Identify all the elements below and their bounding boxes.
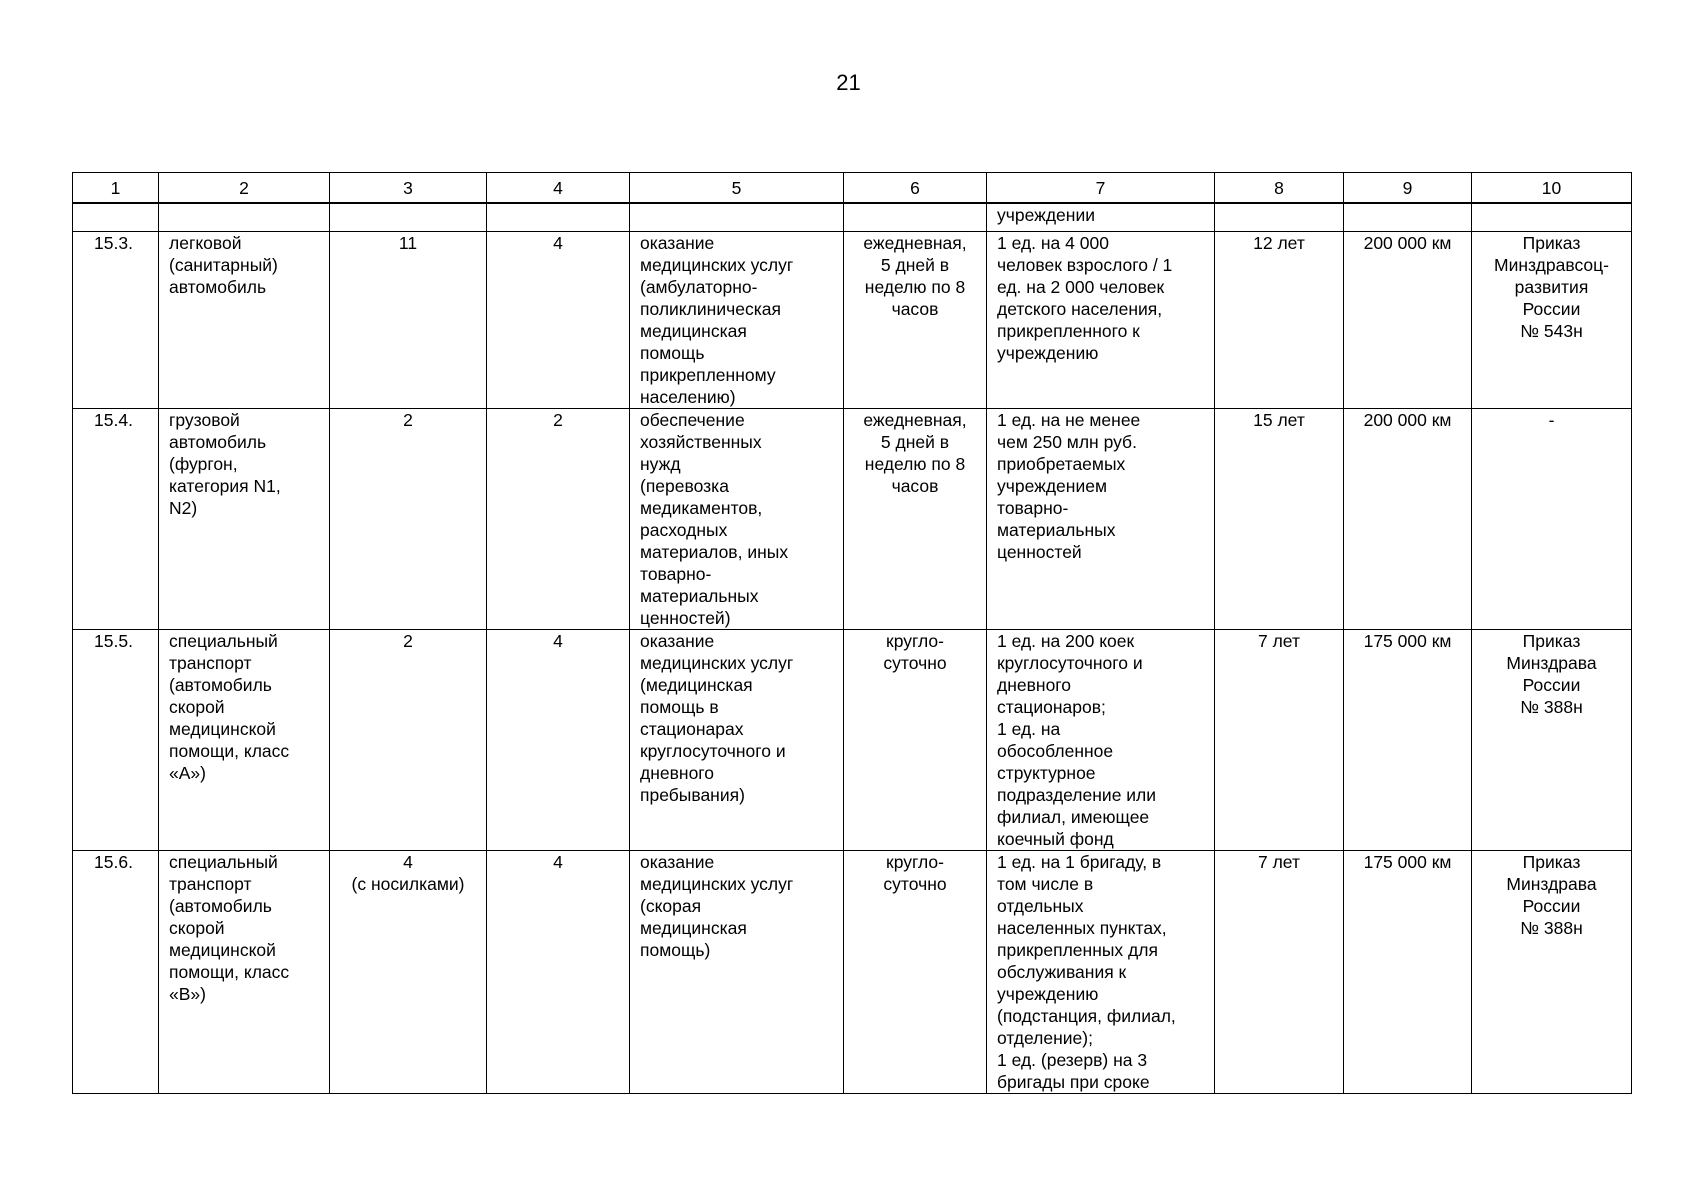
cell-vehicle-type	[159, 203, 330, 232]
cell-norm: 1 ед. на 200 коек круглосуточного и дневного стационаров; 1 ед. на обособленное структурное подразделение или филиал, имеющее коечный фонд	[987, 630, 1215, 851]
cell-seats	[487, 203, 630, 232]
cell-service-life: 15 лет	[1215, 409, 1344, 630]
vehicle-norms-table	[72, 172, 1632, 1094]
cell-seats: 4	[487, 851, 630, 1094]
cell-norm: 1 ед. на не менее чем 250 млн руб. приобретаемых учреждением товарно- материальных ценностей	[987, 409, 1215, 630]
cell-number: 15.3.	[73, 232, 159, 409]
cell-norm: 1 ед. на 4 000 человек взрослого / 1 ед. на 2 000 человек детского населения, прикрепленного к учреждению	[987, 232, 1215, 409]
cell-quantity: 2	[330, 630, 487, 851]
column-header: 10	[1472, 173, 1632, 204]
cell-seats: 4	[487, 630, 630, 851]
cell-reference: -	[1472, 409, 1632, 630]
cell-vehicle-type: грузовой автомобиль (фургон, категория N1, N2)	[159, 409, 330, 630]
page-number: 21	[836, 70, 861, 95]
cell-number: 15.5.	[73, 630, 159, 851]
cell-service-life: 7 лет	[1215, 851, 1344, 1094]
cell-service-life: 12 лет	[1215, 232, 1344, 409]
cell-vehicle-type: легковой (санитарный) автомобиль	[159, 232, 330, 409]
cell-purpose: оказание медицинских услуг (медицинская помощь в стационарах круглосуточного и дневного пребывания)	[630, 630, 844, 851]
table-row	[73, 409, 1632, 630]
column-header: 7	[987, 173, 1215, 204]
cell-mileage: 200 000 км	[1344, 232, 1472, 409]
cell-purpose: оказание медицинских услуг (амбулаторно- поликлиническая медицинская помощь прикрепленному населению)	[630, 232, 844, 409]
cell-seats: 2	[487, 409, 630, 630]
column-header: 4	[487, 173, 630, 204]
table-row	[73, 851, 1632, 1094]
cell-schedule: ежедневная, 5 дней в неделю по 8 часов	[844, 409, 987, 630]
column-header: 5	[630, 173, 844, 204]
cell-number: 15.6.	[73, 851, 159, 1094]
cell-quantity: 4 (с носилками)	[330, 851, 487, 1094]
cell-quantity: 2	[330, 409, 487, 630]
cell-quantity	[330, 203, 487, 232]
cell-mileage: 200 000 км	[1344, 409, 1472, 630]
cell-reference: Приказ Минздравсоц- развития России № 543н	[1472, 232, 1632, 409]
cell-schedule: кругло- суточно	[844, 630, 987, 851]
cell-reference: Приказ Минздрава России № 388н	[1472, 851, 1632, 1094]
cell-schedule	[844, 203, 987, 232]
column-header: 6	[844, 173, 987, 204]
column-header: 2	[159, 173, 330, 204]
cell-mileage: 175 000 км	[1344, 851, 1472, 1094]
column-header: 9	[1344, 173, 1472, 204]
cell-seats: 4	[487, 232, 630, 409]
table-row	[73, 203, 1632, 232]
cell-norm: 1 ед. на 1 бригаду, в том числе в отдельных населенных пунктах, прикрепленных для обслуживания к учреждению (подстанция, филиал, отделение); 1 ед. (резерв) на 3 бригады при сроке	[987, 851, 1215, 1094]
column-header: 1	[73, 173, 159, 204]
cell-norm: учреждении	[987, 203, 1215, 232]
cell-schedule: ежедневная, 5 дней в неделю по 8 часов	[844, 232, 987, 409]
column-header: 8	[1215, 173, 1344, 204]
cell-reference: Приказ Минздрава России № 388н	[1472, 630, 1632, 851]
cell-schedule: кругло- суточно	[844, 851, 987, 1094]
cell-reference	[1472, 203, 1632, 232]
table-header-row	[73, 173, 1632, 204]
cell-quantity: 11	[330, 232, 487, 409]
table-row	[73, 630, 1632, 851]
table-row	[73, 232, 1632, 409]
column-header: 3	[330, 173, 487, 204]
cell-vehicle-type: специальный транспорт (автомобиль скорой медицинской помощи, класс «В»)	[159, 851, 330, 1094]
cell-service-life	[1215, 203, 1344, 232]
cell-mileage: 175 000 км	[1344, 630, 1472, 851]
cell-purpose: оказание медицинских услуг (скорая медицинская помощь)	[630, 851, 844, 1094]
cell-number	[73, 203, 159, 232]
cell-vehicle-type: специальный транспорт (автомобиль скорой медицинской помощи, класс «А»)	[159, 630, 330, 851]
cell-number: 15.4.	[73, 409, 159, 630]
cell-mileage	[1344, 203, 1472, 232]
cell-purpose	[630, 203, 844, 232]
cell-service-life: 7 лет	[1215, 630, 1344, 851]
cell-purpose: обеспечение хозяйственных нужд (перевозка медикаментов, расходных материалов, иных товарно- материальных ценностей)	[630, 409, 844, 630]
